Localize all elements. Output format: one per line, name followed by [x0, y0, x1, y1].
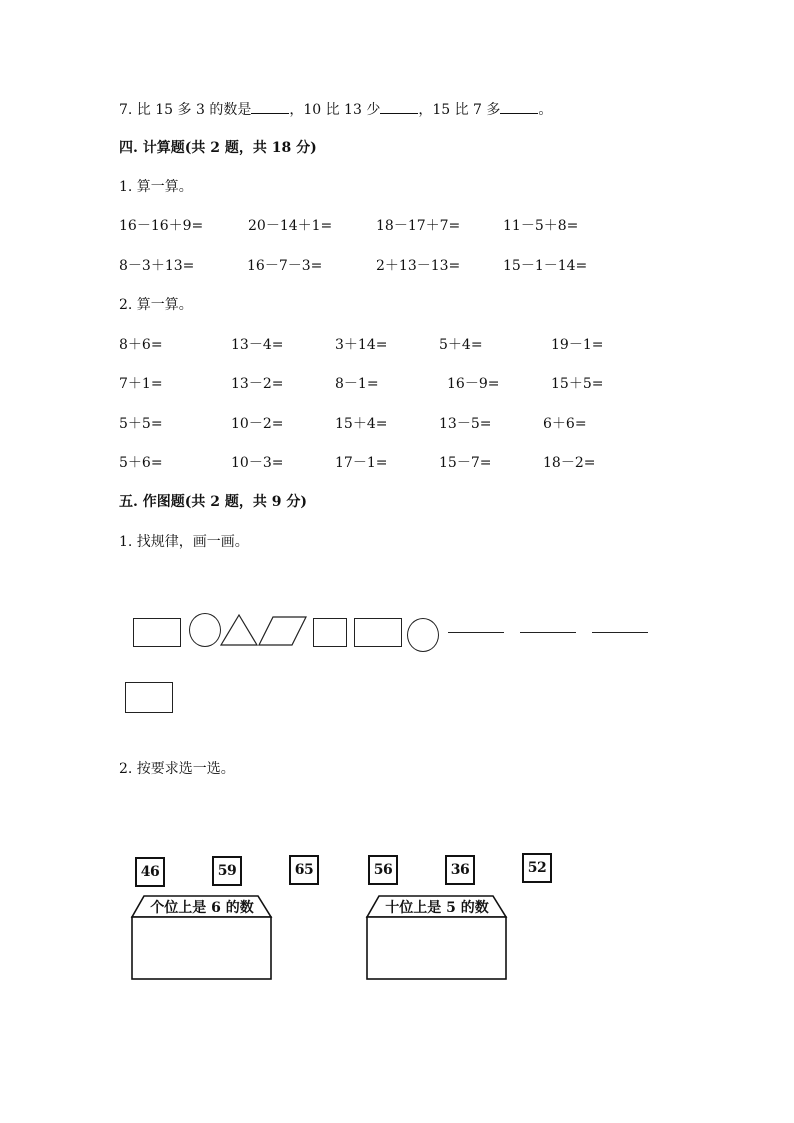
calc-q2-r1c4: 5＋4=	[439, 337, 483, 353]
calc-q2-r1c3: 3＋14=	[335, 337, 388, 353]
calc-q1-r1c3: 18－17＋7=	[376, 218, 461, 234]
pattern-circle-2	[407, 618, 439, 652]
calc-q2-r3c3: 15＋4=	[335, 416, 388, 432]
q7-text-3: ，15 比 7 多	[418, 102, 501, 118]
pattern-rectangle-2	[354, 618, 402, 647]
calc-q2-r2c2: 13－2=	[231, 376, 284, 392]
calc-q2-r2c4: 16－9=	[447, 376, 500, 392]
sorting-box-left-body	[132, 917, 271, 979]
sorting-box-right-label: 十位上是 5 的数	[385, 900, 489, 916]
calc-q2-r2c3: 8－1=	[335, 376, 379, 392]
sorting-box-ones-digit-6[interactable]	[128, 893, 278, 985]
calc-q1-r2c2: 16－7－3=	[247, 258, 323, 274]
pattern-answer-line-3[interactable]	[592, 632, 648, 633]
q7-text-4: 。	[538, 102, 553, 118]
number-card-56[interactable]: 56	[368, 855, 398, 885]
calc-q2-r4c5: 18－2=	[543, 455, 596, 471]
number-card-52[interactable]: 52	[522, 853, 552, 883]
calc-q1-r1c4: 11－5＋8=	[503, 218, 579, 234]
q7-text-1: 7. 比 15 多 3 的数是	[119, 102, 252, 118]
calc-q2-r4c3: 17－1=	[335, 455, 388, 471]
section-4-q1-title: 1. 算一算。	[119, 179, 193, 195]
calc-q2-r3c1: 5＋5=	[119, 416, 163, 432]
q7-answer-blank-1[interactable]	[251, 99, 289, 114]
calc-q2-r3c2: 10－2=	[231, 416, 284, 432]
section-5-q1-title: 1. 找规律，画一画。	[119, 534, 249, 550]
q7-text-2: ，10 比 13 少	[289, 102, 381, 118]
calc-q2-r1c2: 13－4=	[231, 337, 284, 353]
pattern-circle-1	[189, 613, 221, 647]
sorting-box-tens-digit-5[interactable]	[363, 893, 513, 985]
sorting-box-right-body	[367, 917, 506, 979]
pattern-answer-line-2[interactable]	[520, 632, 576, 633]
pattern-answer-line-1[interactable]	[448, 632, 504, 633]
calc-q2-r3c4: 13－5=	[439, 416, 492, 432]
number-card-65[interactable]: 65	[289, 855, 319, 885]
calc-q2-r4c2: 10－3=	[231, 455, 284, 471]
calc-q1-r1c1: 16－16＋9=	[119, 218, 204, 234]
section-5-q2-title: 2. 按要求选一选。	[119, 761, 235, 777]
pattern-triangle-and-parallelogram	[218, 612, 310, 650]
calc-q2-r4c1: 5＋6=	[119, 455, 163, 471]
calc-q2-r3c5: 6＋6=	[543, 416, 587, 432]
q7-answer-blank-3[interactable]	[500, 99, 538, 114]
number-card-59[interactable]: 59	[212, 856, 242, 886]
section-5-heading: 五. 作图题(共 2 题，共 9 分)	[119, 494, 307, 510]
calc-q2-r1c1: 8＋6=	[119, 337, 163, 353]
section-4-heading: 四. 计算题(共 2 题，共 18 分)	[119, 140, 317, 156]
pattern-rectangle-1	[133, 618, 181, 647]
pattern-triangle	[221, 615, 257, 645]
calc-q1-r2c3: 2＋13－13=	[376, 258, 461, 274]
number-card-36[interactable]: 36	[445, 855, 475, 885]
calc-q2-r2c5: 15＋5=	[551, 376, 604, 392]
q7-answer-blank-2[interactable]	[380, 99, 418, 114]
pattern-square	[313, 618, 347, 647]
question-7	[119, 99, 552, 119]
sorting-box-left-label: 个位上是 6 的数	[150, 900, 254, 916]
calc-q2-r1c5: 19－1=	[551, 337, 604, 353]
pattern-parallelogram	[259, 617, 306, 645]
calc-q1-r2c4: 15－1－14=	[503, 258, 588, 274]
calc-q2-r4c4: 15－7=	[439, 455, 492, 471]
number-card-46[interactable]: 46	[135, 857, 165, 887]
section-4-q2-title: 2. 算一算。	[119, 297, 193, 313]
calc-q2-r2c1: 7＋1=	[119, 376, 163, 392]
calc-q1-r2c1: 8－3＋13=	[119, 258, 195, 274]
pattern-rectangle-3	[125, 682, 173, 713]
calc-q1-r1c2: 20－14＋1=	[248, 218, 333, 234]
